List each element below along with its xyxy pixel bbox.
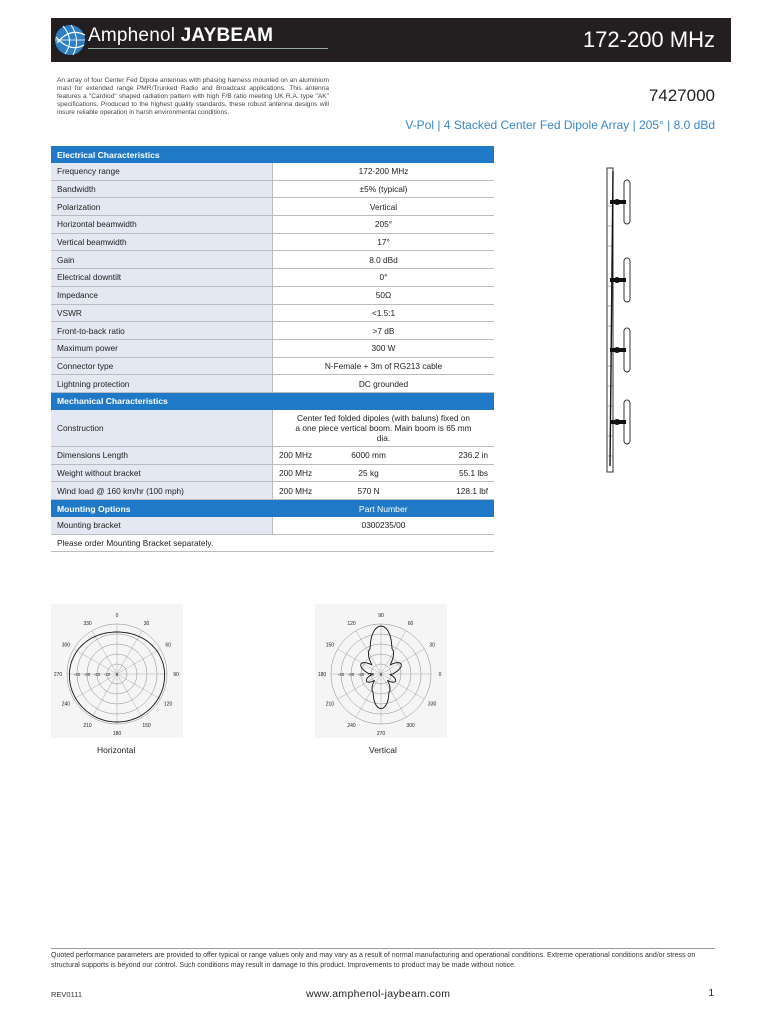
polar-angle-label: 0 [438, 672, 442, 678]
polar-spoke [356, 674, 381, 717]
spec-label: VSWR [51, 304, 273, 322]
polar-angle-label: 300 [406, 723, 415, 730]
polar-angle-label: 150 [325, 642, 335, 649]
polar-angle-label: 270 [53, 672, 63, 678]
footer-disclaimer: Quoted performance parameters are provided to offer typical or range values only and may vary as a result of normal manufacturing and operational conditions. Extreme operational conditions and/or stress on structural supports is beyond our control. Such conditions may result in damage to this product. Improvements to product may be made without notice. [51, 952, 696, 969]
spec-value: 172-200 MHz [273, 163, 495, 180]
polar-spoke [117, 674, 142, 717]
polar-spoke [338, 674, 381, 699]
spec-value: 50Ω [273, 286, 495, 304]
polar-spoke [92, 674, 117, 717]
spec-value: N-Female + 3m of RG213 cable [273, 357, 495, 375]
spec-row [51, 482, 494, 500]
spec-row [51, 198, 494, 216]
polar-spoke [92, 631, 117, 674]
mounting-header: Mounting Options [51, 500, 273, 518]
horizontal-pattern-svg [51, 604, 183, 738]
part-number: 7427000 [648, 86, 715, 105]
brand-product: JAYBEAM [180, 25, 274, 46]
polar-ring-label: -30 [83, 672, 91, 677]
spec-metric: 25 kg [358, 467, 379, 478]
spec-value: 0° [273, 269, 495, 287]
polar-angle-label: 210 [83, 723, 92, 730]
spec-value: 205° [273, 216, 495, 234]
construction-value: Center fed folded dipoles (with baluns) fixed on a one piece vertical boom. Main boom is 65 mm dia. [273, 410, 495, 447]
spec-imperial: 128.1 lbf [456, 485, 489, 496]
polar-ring-label: 0 [379, 672, 383, 677]
vertical-pattern-svg [315, 604, 447, 738]
spec-value: >7 dB [273, 322, 495, 340]
polar-angle-label: 240 [61, 701, 71, 708]
polar-angle-label: 180 [317, 672, 327, 678]
spec-label: Weight without bracket [51, 464, 273, 482]
spec-value [273, 446, 495, 464]
spec-row [51, 464, 494, 482]
spec-row [51, 446, 494, 464]
spec-label: Bandwidth [51, 180, 273, 198]
polar-spoke [381, 674, 424, 699]
polar-ring-label: -20 [93, 672, 101, 677]
spec-imperial: 55.1 lbs [458, 467, 489, 478]
polar-angle-label: 30 [429, 642, 435, 649]
spec-multi-value [279, 450, 488, 460]
polar-spoke [74, 674, 117, 699]
brand-wordmark [88, 25, 273, 47]
brand-name: Amphenol [88, 25, 176, 46]
spec-value: DC grounded [273, 375, 495, 393]
spec-value: Vertical [273, 198, 495, 216]
polar-spoke [381, 674, 406, 717]
product-subtitle: V-Pol | 4 Stacked Center Fed Dipole Array | 205° | 8.0 dBd [405, 118, 715, 132]
polar-angle-label: 330 [83, 620, 92, 627]
spec-label: Frequency range [51, 163, 273, 180]
polar-angle-label: 30 [143, 620, 150, 627]
polar-spoke [117, 649, 160, 674]
spec-imperial: 236.2 in [458, 450, 489, 461]
spec-row [51, 375, 494, 393]
polar-ring-label: -40 [337, 672, 345, 677]
spec-freq: 200 MHz [279, 467, 313, 478]
spec-row [51, 233, 494, 251]
part-number-header: Part Number [273, 500, 495, 518]
vertical-pattern-caption: Vertical [369, 745, 397, 755]
polar-angle-label: 60 [165, 642, 171, 649]
vertical-pattern-plot [315, 604, 447, 738]
electrical-header: Electrical Characteristics [51, 146, 494, 163]
horizontal-pattern-caption: Horizontal [97, 745, 136, 755]
footer-divider [51, 948, 715, 949]
polar-ring-label: -40 [73, 672, 81, 677]
spec-table [51, 146, 494, 552]
polar-angle-label: 300 [61, 642, 71, 649]
spec-label: Electrical downtilt [51, 269, 273, 287]
header-bar [51, 18, 731, 62]
spec-multi-value [279, 468, 488, 478]
spec-row [51, 357, 494, 375]
polar-spoke [117, 674, 160, 699]
spec-value [273, 464, 495, 482]
mechanical-header-row [51, 392, 494, 410]
polar-angle-label: 90 [378, 613, 384, 619]
spec-row [51, 251, 494, 269]
spec-row [51, 180, 494, 198]
globe-icon [53, 23, 87, 57]
polar-ring-label: 0 [115, 672, 119, 677]
polar-ring-label: -30 [347, 672, 355, 677]
spec-value: 300 W [273, 339, 495, 357]
antenna-illustration [598, 166, 648, 476]
mounting-part-number: 0300235/00 [273, 517, 495, 534]
spec-value: 17° [273, 233, 495, 251]
polar-angle-label: 120 [163, 701, 173, 708]
polar-angle-label: 240 [347, 723, 356, 730]
website-link[interactable]: www.amphenol-jaybeam.com [306, 988, 451, 1000]
spec-label: Maximum power [51, 339, 273, 357]
spec-label: Polarization [51, 198, 273, 216]
spec-label: Lightning protection [51, 375, 273, 393]
spec-metric: 570 N [357, 485, 380, 496]
spec-label: Connector type [51, 357, 273, 375]
spec-label: Gain [51, 251, 273, 269]
polar-angle-label: 120 [347, 620, 356, 627]
product-description: An array of four Center Fed Dipole antennas with phasing harness mounted on an aluminium mast for extended range PMR/Trunked Radio and Broadcast applications. This antenna features a "Cardiod" shaped radiation pattern with high F/B ratio meeting UK R.A. type "AK" specifications. Produced to the highest quality standards, these robust antenna designs will insure reliable operation in harsh environmental conditions. [57, 77, 329, 117]
spec-label: Impedance [51, 286, 273, 304]
polar-angle-label: 60 [407, 620, 414, 627]
spec-row [51, 410, 494, 447]
spec-freq: 200 MHz [279, 450, 313, 461]
header-frequency: 172-200 MHz [582, 27, 715, 52]
revision-code: REV0111 [51, 990, 82, 999]
spec-value [273, 482, 495, 500]
horizontal-pattern-plot [51, 604, 183, 738]
polar-angle-label: 0 [115, 613, 119, 619]
mounting-header-row [51, 500, 494, 518]
polar-spoke [381, 649, 424, 674]
spec-value: ±5% (typical) [273, 180, 495, 198]
note-row [51, 534, 494, 552]
spec-row [51, 286, 494, 304]
spec-value: <1.5:1 [273, 304, 495, 322]
spec-value: 8.0 dBd [273, 251, 495, 269]
polar-ring-label: -10 [367, 672, 375, 677]
polar-ring-label: -20 [357, 672, 365, 677]
polar-ring-label: -10 [103, 672, 111, 677]
spec-label: Horizontal beamwidth [51, 216, 273, 234]
spec-label: Vertical beamwidth [51, 233, 273, 251]
spec-row [51, 322, 494, 340]
polar-spoke [74, 649, 117, 674]
spec-label: Mounting bracket [51, 517, 273, 534]
spec-row [51, 304, 494, 322]
spec-label: Wind load @ 160 km/hr (100 mph) [51, 482, 273, 500]
polar-angle-label: 180 [112, 731, 122, 737]
mounting-note: Please order Mounting Bracket separately. [51, 534, 494, 552]
spec-label: Construction [51, 410, 273, 447]
spec-row [51, 163, 494, 180]
spec-metric: 6000 mm [351, 450, 386, 461]
polar-angle-label: 270 [376, 731, 386, 737]
polar-angle-label: 90 [173, 672, 179, 678]
polar-spoke [117, 631, 142, 674]
page-number: 1 [708, 988, 714, 999]
spec-row [51, 269, 494, 287]
polar-angle-label: 210 [325, 701, 335, 708]
polar-spoke [338, 649, 381, 674]
brand-underline [88, 48, 328, 49]
mechanical-header: Mechanical Characteristics [51, 392, 494, 410]
spec-multi-value [279, 486, 488, 496]
spec-label: Dimensions Length [51, 446, 273, 464]
spec-row [51, 339, 494, 357]
polar-angle-label: 150 [142, 723, 151, 730]
spec-freq: 200 MHz [279, 485, 313, 496]
spec-row [51, 216, 494, 234]
electrical-header-row [51, 146, 494, 163]
spec-label: Front-to-back ratio [51, 322, 273, 340]
polar-angle-label: 330 [427, 701, 437, 708]
spec-row [51, 517, 494, 534]
